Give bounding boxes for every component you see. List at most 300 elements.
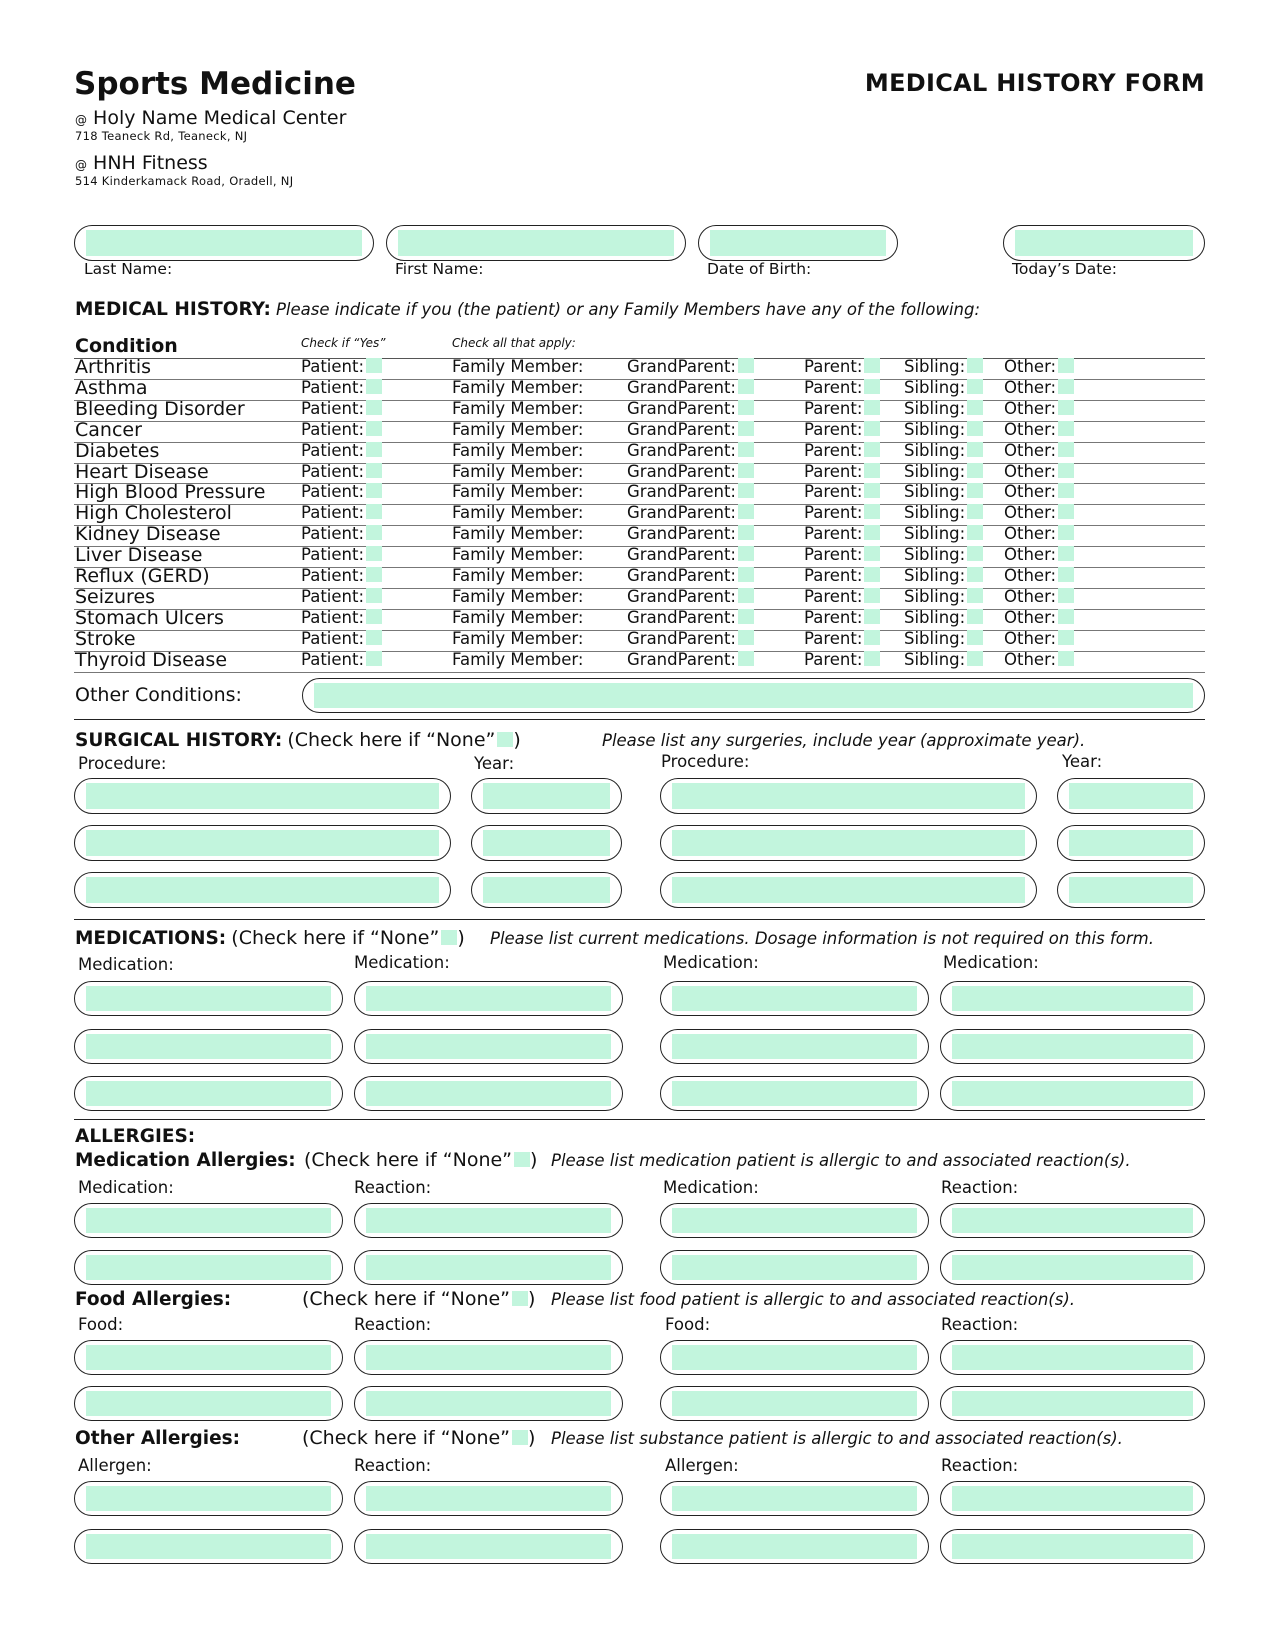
- other-allergy-reaction-1-2-input[interactable]: [366, 1486, 611, 1511]
- patient-checkbox[interactable]: [366, 630, 382, 645]
- sibling-label: Sibling:: [904, 440, 966, 460]
- patient-checkbox[interactable]: [366, 651, 382, 666]
- procedure-left-3-input[interactable]: [86, 877, 439, 903]
- food-allergies-none-checkbox[interactable]: [512, 1291, 528, 1306]
- other-allergies-none-checkbox[interactable]: [512, 1430, 528, 1445]
- condition-name: Diabetes: [75, 439, 160, 462]
- last-name-field: [74, 225, 374, 261]
- sibling-checkbox[interactable]: [967, 421, 983, 436]
- other-checkbox[interactable]: [1058, 609, 1074, 624]
- sibling-checkbox[interactable]: [967, 400, 983, 415]
- sibling-checkbox[interactable]: [967, 463, 983, 478]
- dob-input[interactable]: [710, 230, 886, 256]
- year-right-2-input[interactable]: [1069, 830, 1193, 856]
- sibling-checkbox[interactable]: [967, 442, 983, 457]
- sibling-checkbox[interactable]: [967, 525, 983, 540]
- grandparent-cell: [627, 357, 754, 376]
- patient-checkbox[interactable]: [366, 400, 382, 415]
- sibling-label: Sibling:: [904, 545, 966, 565]
- sibling-label: Sibling:: [904, 482, 966, 502]
- family-member-label: Family Member:: [452, 377, 584, 397]
- procedure-left-1-field: [74, 778, 451, 814]
- parent-cell: [804, 420, 880, 439]
- sibling-checkbox[interactable]: [967, 546, 983, 561]
- other-cell: [1004, 545, 1074, 564]
- other-allergy-reaction-2-2-input[interactable]: [366, 1534, 611, 1559]
- sibling-label: Sibling:: [904, 503, 966, 523]
- patient-cell: [301, 357, 382, 376]
- other-label: Other:: [1004, 398, 1057, 418]
- medication-allergy-reaction-label-2: Reaction:: [354, 1178, 432, 1197]
- parent-cell: [804, 462, 880, 481]
- surgical-none-checkbox[interactable]: [497, 732, 513, 747]
- parent-cell: [804, 524, 880, 543]
- condition-column-header: Condition: [75, 335, 178, 357]
- family-member-cell: [452, 608, 583, 627]
- other-cell: [1004, 420, 1074, 439]
- food-allergy-item-1-1-input[interactable]: [86, 1345, 331, 1370]
- parent-cell: [804, 378, 880, 397]
- patient-cell: [301, 587, 382, 606]
- food-allergy-reaction-1-2-field: [354, 1340, 623, 1375]
- grandparent-label: GrandParent:: [627, 419, 736, 439]
- medication-allergy-item-2-3-input[interactable]: [672, 1255, 917, 1280]
- sibling-cell: [904, 545, 983, 564]
- last-name-label: Last Name:: [84, 260, 173, 278]
- grandparent-checkbox[interactable]: [738, 567, 754, 582]
- procedure-right-1-field: [660, 778, 1037, 814]
- procedure-right-2-field: [660, 825, 1037, 861]
- location-1-name: @ Holy Name Medical Center: [75, 107, 347, 129]
- other-cell: [1004, 608, 1074, 627]
- medication-1-4-input[interactable]: [952, 986, 1193, 1011]
- condition-name: Seizures: [75, 585, 156, 608]
- grandparent-label: GrandParent:: [627, 461, 736, 481]
- patient-checkbox[interactable]: [366, 567, 382, 582]
- other-allergy-reaction-1-4-input[interactable]: [952, 1486, 1193, 1511]
- medications-header: MEDICATIONS: (Check here if “None” ): [75, 927, 465, 949]
- year-label-left: Year:: [474, 754, 515, 773]
- patient-cell: [301, 524, 382, 543]
- medication-allergy-reaction-1-4-field: [940, 1203, 1205, 1238]
- medication-3-3-input[interactable]: [672, 1081, 917, 1106]
- other-checkbox[interactable]: [1058, 546, 1074, 561]
- patient-cell: [301, 629, 382, 648]
- other-label: Other:: [1004, 649, 1057, 669]
- other-checkbox[interactable]: [1058, 379, 1074, 394]
- parent-checkbox[interactable]: [864, 379, 880, 394]
- other-allergy-item-1-3-input[interactable]: [672, 1486, 917, 1511]
- parent-checkbox[interactable]: [864, 358, 880, 373]
- location-1-address: 718 Teaneck Rd, Teaneck, NJ: [75, 129, 248, 143]
- parent-checkbox[interactable]: [864, 400, 880, 415]
- patient-checkbox[interactable]: [366, 609, 382, 624]
- grandparent-label: GrandParent:: [627, 649, 736, 669]
- patient-label: Patient:: [301, 440, 365, 460]
- grandparent-cell: [627, 420, 754, 439]
- procedure-left-3-field: [74, 872, 451, 908]
- other-checkbox[interactable]: [1058, 400, 1074, 415]
- grandparent-checkbox[interactable]: [738, 525, 754, 540]
- patient-label: Patient:: [301, 586, 365, 606]
- sibling-label: Sibling:: [904, 649, 966, 669]
- family-member-label: Family Member:: [452, 419, 584, 439]
- other-cell: [1004, 629, 1074, 648]
- other-cell: [1004, 399, 1074, 418]
- sibling-checkbox[interactable]: [967, 651, 983, 666]
- food-allergy-reaction-label-2: Reaction:: [354, 1315, 432, 1334]
- patient-label: Patient:: [301, 524, 365, 544]
- patient-checkbox[interactable]: [366, 588, 382, 603]
- parent-checkbox[interactable]: [864, 630, 880, 645]
- medication-3-2-input[interactable]: [366, 1081, 611, 1106]
- family-member-cell: [452, 378, 583, 397]
- other-allergy-item-1-1-input[interactable]: [86, 1486, 331, 1511]
- patient-checkbox[interactable]: [366, 358, 382, 373]
- food-allergy-item-1-3-input[interactable]: [672, 1345, 917, 1370]
- food-allergy-item-2-3-input[interactable]: [672, 1391, 917, 1416]
- allergies-title: ALLERGIES:: [75, 1126, 196, 1147]
- parent-checkbox[interactable]: [864, 651, 880, 666]
- medication-2-2-input[interactable]: [366, 1034, 611, 1059]
- patient-label: Patient:: [301, 398, 365, 418]
- other-label: Other:: [1004, 419, 1057, 439]
- family-member-label: Family Member:: [452, 503, 584, 523]
- medication-2-1-field: [74, 1029, 343, 1064]
- medication-allergy-item-1-1-field: [74, 1203, 343, 1238]
- medication-3-4-field: [940, 1076, 1205, 1111]
- other-cell: [1004, 566, 1074, 585]
- medication-allergy-reaction-1-2-input[interactable]: [366, 1208, 611, 1233]
- patient-cell: [301, 503, 382, 522]
- other-allergy-item-2-1-input[interactable]: [86, 1534, 331, 1559]
- food-allergy-item-1-1-field: [74, 1340, 343, 1375]
- patient-label: Patient:: [301, 545, 365, 565]
- condition-name: Stomach Ulcers: [75, 606, 224, 629]
- other-cell: [1004, 650, 1074, 669]
- family-member-cell: [452, 524, 583, 543]
- medication-label-2: Medication:: [354, 953, 450, 972]
- medication-3-4-input[interactable]: [952, 1081, 1193, 1106]
- other-conditions-input[interactable]: [314, 683, 1193, 708]
- sibling-checkbox[interactable]: [967, 609, 983, 624]
- patient-label: Patient:: [301, 566, 365, 585]
- family-member-label: Family Member:: [452, 586, 584, 606]
- patient-checkbox[interactable]: [366, 463, 382, 478]
- sibling-cell: [904, 566, 983, 585]
- grandparent-cell: [627, 629, 754, 648]
- grandparent-label: GrandParent:: [627, 377, 736, 397]
- medication-allergy-item-1-1-input[interactable]: [86, 1208, 331, 1233]
- procedure-left-1-input[interactable]: [86, 783, 439, 809]
- procedure-right-2-input[interactable]: [672, 830, 1025, 856]
- medication-1-2-input[interactable]: [366, 986, 611, 1011]
- grandparent-checkbox[interactable]: [738, 588, 754, 603]
- divider-surgical: [74, 719, 1205, 720]
- sibling-checkbox[interactable]: [967, 483, 983, 498]
- patient-checkbox[interactable]: [366, 483, 382, 498]
- patient-label: Patient:: [301, 607, 365, 627]
- other-checkbox[interactable]: [1058, 358, 1074, 373]
- patient-label: Patient:: [301, 503, 365, 523]
- year-right-1-field: [1057, 778, 1205, 814]
- grandparent-checkbox[interactable]: [738, 421, 754, 436]
- grandparent-checkbox[interactable]: [738, 483, 754, 498]
- grandparent-checkbox[interactable]: [738, 546, 754, 561]
- grandparent-checkbox[interactable]: [738, 379, 754, 394]
- first-name-input[interactable]: [398, 230, 674, 256]
- sibling-checkbox[interactable]: [967, 630, 983, 645]
- other-checkbox[interactable]: [1058, 630, 1074, 645]
- patient-label: Patient:: [301, 357, 365, 376]
- medication-1-1-field: [74, 981, 343, 1016]
- medication-3-3-field: [660, 1076, 929, 1111]
- year-left-1-input[interactable]: [483, 783, 610, 809]
- family-member-label: Family Member:: [452, 357, 584, 376]
- food-allergy-item-1-3-field: [660, 1340, 929, 1375]
- medication-allergy-item-label-3: Medication:: [663, 1178, 759, 1197]
- grandparent-cell: [627, 441, 754, 460]
- other-label: Other:: [1004, 377, 1057, 397]
- patient-cell: [301, 441, 382, 460]
- sibling-label: Sibling:: [904, 524, 966, 544]
- food-allergy-item-2-1-input[interactable]: [86, 1391, 331, 1416]
- grandparent-label: GrandParent:: [627, 545, 736, 565]
- parent-label: Parent:: [804, 357, 863, 376]
- medication-2-1-input[interactable]: [86, 1034, 331, 1059]
- other-checkbox[interactable]: [1058, 483, 1074, 498]
- condition-name: Asthma: [75, 376, 148, 399]
- patient-checkbox[interactable]: [366, 442, 382, 457]
- parent-cell: [804, 608, 880, 627]
- sibling-checkbox[interactable]: [967, 379, 983, 394]
- other-checkbox[interactable]: [1058, 504, 1074, 519]
- patient-cell: [301, 608, 382, 627]
- sibling-label: Sibling:: [904, 419, 966, 439]
- parent-cell: [804, 650, 880, 669]
- year-right-3-input[interactable]: [1069, 877, 1193, 903]
- year-left-2-input[interactable]: [483, 830, 610, 856]
- other-checkbox[interactable]: [1058, 421, 1074, 436]
- medication-3-2-field: [354, 1076, 623, 1111]
- patient-checkbox[interactable]: [366, 546, 382, 561]
- grandparent-cell: [627, 545, 754, 564]
- parent-cell: [804, 629, 880, 648]
- other-allergy-item-label-3: Allergen:: [665, 1456, 739, 1475]
- medication-allergy-reaction-2-2-input[interactable]: [366, 1255, 611, 1280]
- parent-checkbox[interactable]: [864, 546, 880, 561]
- medication-3-1-field: [74, 1076, 343, 1111]
- medication-allergy-reaction-1-4-input[interactable]: [952, 1208, 1193, 1233]
- sibling-cell: [904, 357, 983, 376]
- grandparent-checkbox[interactable]: [738, 651, 754, 666]
- other-allergy-item-2-3-input[interactable]: [672, 1534, 917, 1559]
- procedure-label-left: Procedure:: [78, 754, 167, 773]
- sibling-label: Sibling:: [904, 357, 966, 376]
- food-allergy-reaction-2-4-field: [940, 1386, 1205, 1421]
- patient-checkbox[interactable]: [366, 525, 382, 540]
- parent-label: Parent:: [804, 607, 863, 627]
- medication-3-1-input[interactable]: [86, 1081, 331, 1106]
- family-member-label: Family Member:: [452, 440, 584, 460]
- other-allergy-reaction-label-4: Reaction:: [941, 1456, 1019, 1475]
- grandparent-label: GrandParent:: [627, 628, 736, 648]
- parent-label: Parent:: [804, 440, 863, 460]
- family-member-label: Family Member:: [452, 524, 584, 544]
- procedure-left-2-input[interactable]: [86, 830, 439, 856]
- family-member-cell: [452, 650, 583, 669]
- condition-name: High Cholesterol: [75, 502, 232, 525]
- medications-none-checkbox[interactable]: [441, 930, 457, 945]
- other-checkbox[interactable]: [1058, 651, 1074, 666]
- family-member-cell: [452, 399, 583, 418]
- year-right-3-field: [1057, 872, 1205, 908]
- patient-checkbox[interactable]: [366, 379, 382, 394]
- grandparent-cell: [627, 482, 754, 501]
- other-allergy-item-2-3-field: [660, 1529, 929, 1564]
- food-allergy-reaction-2-2-input[interactable]: [366, 1391, 611, 1416]
- other-checkbox[interactable]: [1058, 588, 1074, 603]
- grandparent-checkbox[interactable]: [738, 504, 754, 519]
- medical-history-title: MEDICAL HISTORY:: [75, 299, 271, 320]
- parent-cell: [804, 441, 880, 460]
- family-member-cell: [452, 629, 583, 648]
- condition-name: Arthritis: [75, 356, 152, 378]
- grandparent-label: GrandParent:: [627, 566, 736, 585]
- parent-label: Parent:: [804, 482, 863, 502]
- parent-checkbox[interactable]: [864, 525, 880, 540]
- family-member-label: Family Member:: [452, 566, 584, 585]
- grandparent-label: GrandParent:: [627, 586, 736, 606]
- patient-checkbox[interactable]: [366, 504, 382, 519]
- other-cell: [1004, 482, 1074, 501]
- surgical-history-title: SURGICAL HISTORY:: [75, 730, 283, 751]
- parent-label: Parent:: [804, 628, 863, 648]
- patient-cell: [301, 545, 382, 564]
- parent-checkbox[interactable]: [864, 609, 880, 624]
- family-member-cell: [452, 482, 583, 501]
- grandparent-checkbox[interactable]: [738, 463, 754, 478]
- other-cell: [1004, 441, 1074, 460]
- sibling-checkbox[interactable]: [967, 588, 983, 603]
- sibling-label: Sibling:: [904, 377, 966, 397]
- sibling-label: Sibling:: [904, 628, 966, 648]
- today-date-field: [1003, 225, 1205, 261]
- sibling-cell: [904, 503, 983, 522]
- medication-allergies-none-checkbox[interactable]: [514, 1152, 530, 1167]
- grandparent-checkbox[interactable]: [738, 609, 754, 624]
- dob-field: [698, 225, 898, 261]
- medication-allergy-reaction-2-4-input[interactable]: [952, 1255, 1193, 1280]
- medication-1-1-input[interactable]: [86, 986, 331, 1011]
- year-right-1-input[interactable]: [1069, 783, 1193, 809]
- surgical-instruction: Please list any surgeries, include year (approximate year).: [602, 731, 1086, 750]
- grandparent-label: GrandParent:: [627, 607, 736, 627]
- grandparent-label: GrandParent:: [627, 482, 736, 502]
- other-checkbox[interactable]: [1058, 442, 1074, 457]
- other-allergy-reaction-label-2: Reaction:: [354, 1456, 432, 1475]
- procedure-right-1-input[interactable]: [672, 783, 1025, 809]
- food-allergy-reaction-1-4-input[interactable]: [952, 1345, 1193, 1370]
- sibling-checkbox[interactable]: [967, 567, 983, 582]
- other-checkbox[interactable]: [1058, 463, 1074, 478]
- patient-label: Patient:: [301, 628, 365, 648]
- other-conditions-field: [302, 678, 1205, 713]
- medication-allergy-item-1-3-input[interactable]: [672, 1208, 917, 1233]
- medication-1-3-input[interactable]: [672, 986, 917, 1011]
- patient-label: Patient:: [301, 419, 365, 439]
- condition-name: High Blood Pressure: [75, 481, 266, 504]
- parent-checkbox[interactable]: [864, 463, 880, 478]
- medication-allergy-item-2-1-input[interactable]: [86, 1255, 331, 1280]
- year-left-3-input[interactable]: [483, 877, 610, 903]
- grandparent-label: GrandParent:: [627, 503, 736, 523]
- parent-label: Parent:: [804, 377, 863, 397]
- sibling-cell: [904, 378, 983, 397]
- family-member-cell: [452, 441, 583, 460]
- patient-cell: [301, 482, 382, 501]
- food-allergy-reaction-1-2-input[interactable]: [366, 1345, 611, 1370]
- form-title: MEDICAL HISTORY FORM: [864, 69, 1205, 97]
- condition-name: Cancer: [75, 418, 142, 441]
- sibling-cell: [904, 524, 983, 543]
- year-left-2-field: [471, 825, 622, 861]
- medical-history-instruction: Please indicate if you (the patient) or any Family Members have any of the following:: [275, 300, 981, 319]
- sibling-cell: [904, 629, 983, 648]
- medication-2-4-input[interactable]: [952, 1034, 1193, 1059]
- parent-label: Parent:: [804, 503, 863, 523]
- patient-checkbox[interactable]: [366, 421, 382, 436]
- grandparent-checkbox[interactable]: [738, 630, 754, 645]
- parent-checkbox[interactable]: [864, 483, 880, 498]
- food-allergy-reaction-2-4-input[interactable]: [952, 1391, 1193, 1416]
- food-allergies-instruction: Please list food patient is allergic to and associated reaction(s).: [551, 1290, 1076, 1309]
- grandparent-cell: [627, 378, 754, 397]
- other-allergies-title: Other Allergies:: [75, 1428, 241, 1449]
- grandparent-checkbox[interactable]: [738, 442, 754, 457]
- food-allergy-item-label-1: Food:: [78, 1315, 124, 1334]
- parent-cell: [804, 545, 880, 564]
- divider-medications: [74, 919, 1205, 920]
- other-cell: [1004, 462, 1074, 481]
- other-checkbox[interactable]: [1058, 567, 1074, 582]
- other-label: Other:: [1004, 461, 1057, 481]
- last-name-input[interactable]: [86, 230, 362, 256]
- other-conditions-label: Other Conditions:: [75, 684, 242, 706]
- procedure-right-3-input[interactable]: [672, 877, 1025, 903]
- medication-label-3: Medication:: [663, 953, 759, 972]
- other-checkbox[interactable]: [1058, 525, 1074, 540]
- grandparent-checkbox[interactable]: [738, 400, 754, 415]
- medication-2-3-input[interactable]: [672, 1034, 917, 1059]
- parent-checkbox[interactable]: [864, 567, 880, 582]
- parent-checkbox[interactable]: [864, 588, 880, 603]
- first-name-field: [386, 225, 686, 261]
- grandparent-label: GrandParent:: [627, 440, 736, 460]
- grandparent-checkbox[interactable]: [738, 358, 754, 373]
- sibling-checkbox[interactable]: [967, 504, 983, 519]
- check-all-note: Check all that apply:: [452, 336, 576, 350]
- medication-label-4: Medication:: [943, 953, 1039, 972]
- parent-label: Parent:: [804, 586, 863, 606]
- sibling-checkbox[interactable]: [967, 358, 983, 373]
- other-allergy-reaction-2-4-input[interactable]: [952, 1534, 1193, 1559]
- parent-checkbox[interactable]: [864, 442, 880, 457]
- parent-checkbox[interactable]: [864, 421, 880, 436]
- family-member-label: Family Member:: [452, 545, 584, 565]
- parent-checkbox[interactable]: [864, 504, 880, 519]
- today-date-input[interactable]: [1015, 230, 1193, 256]
